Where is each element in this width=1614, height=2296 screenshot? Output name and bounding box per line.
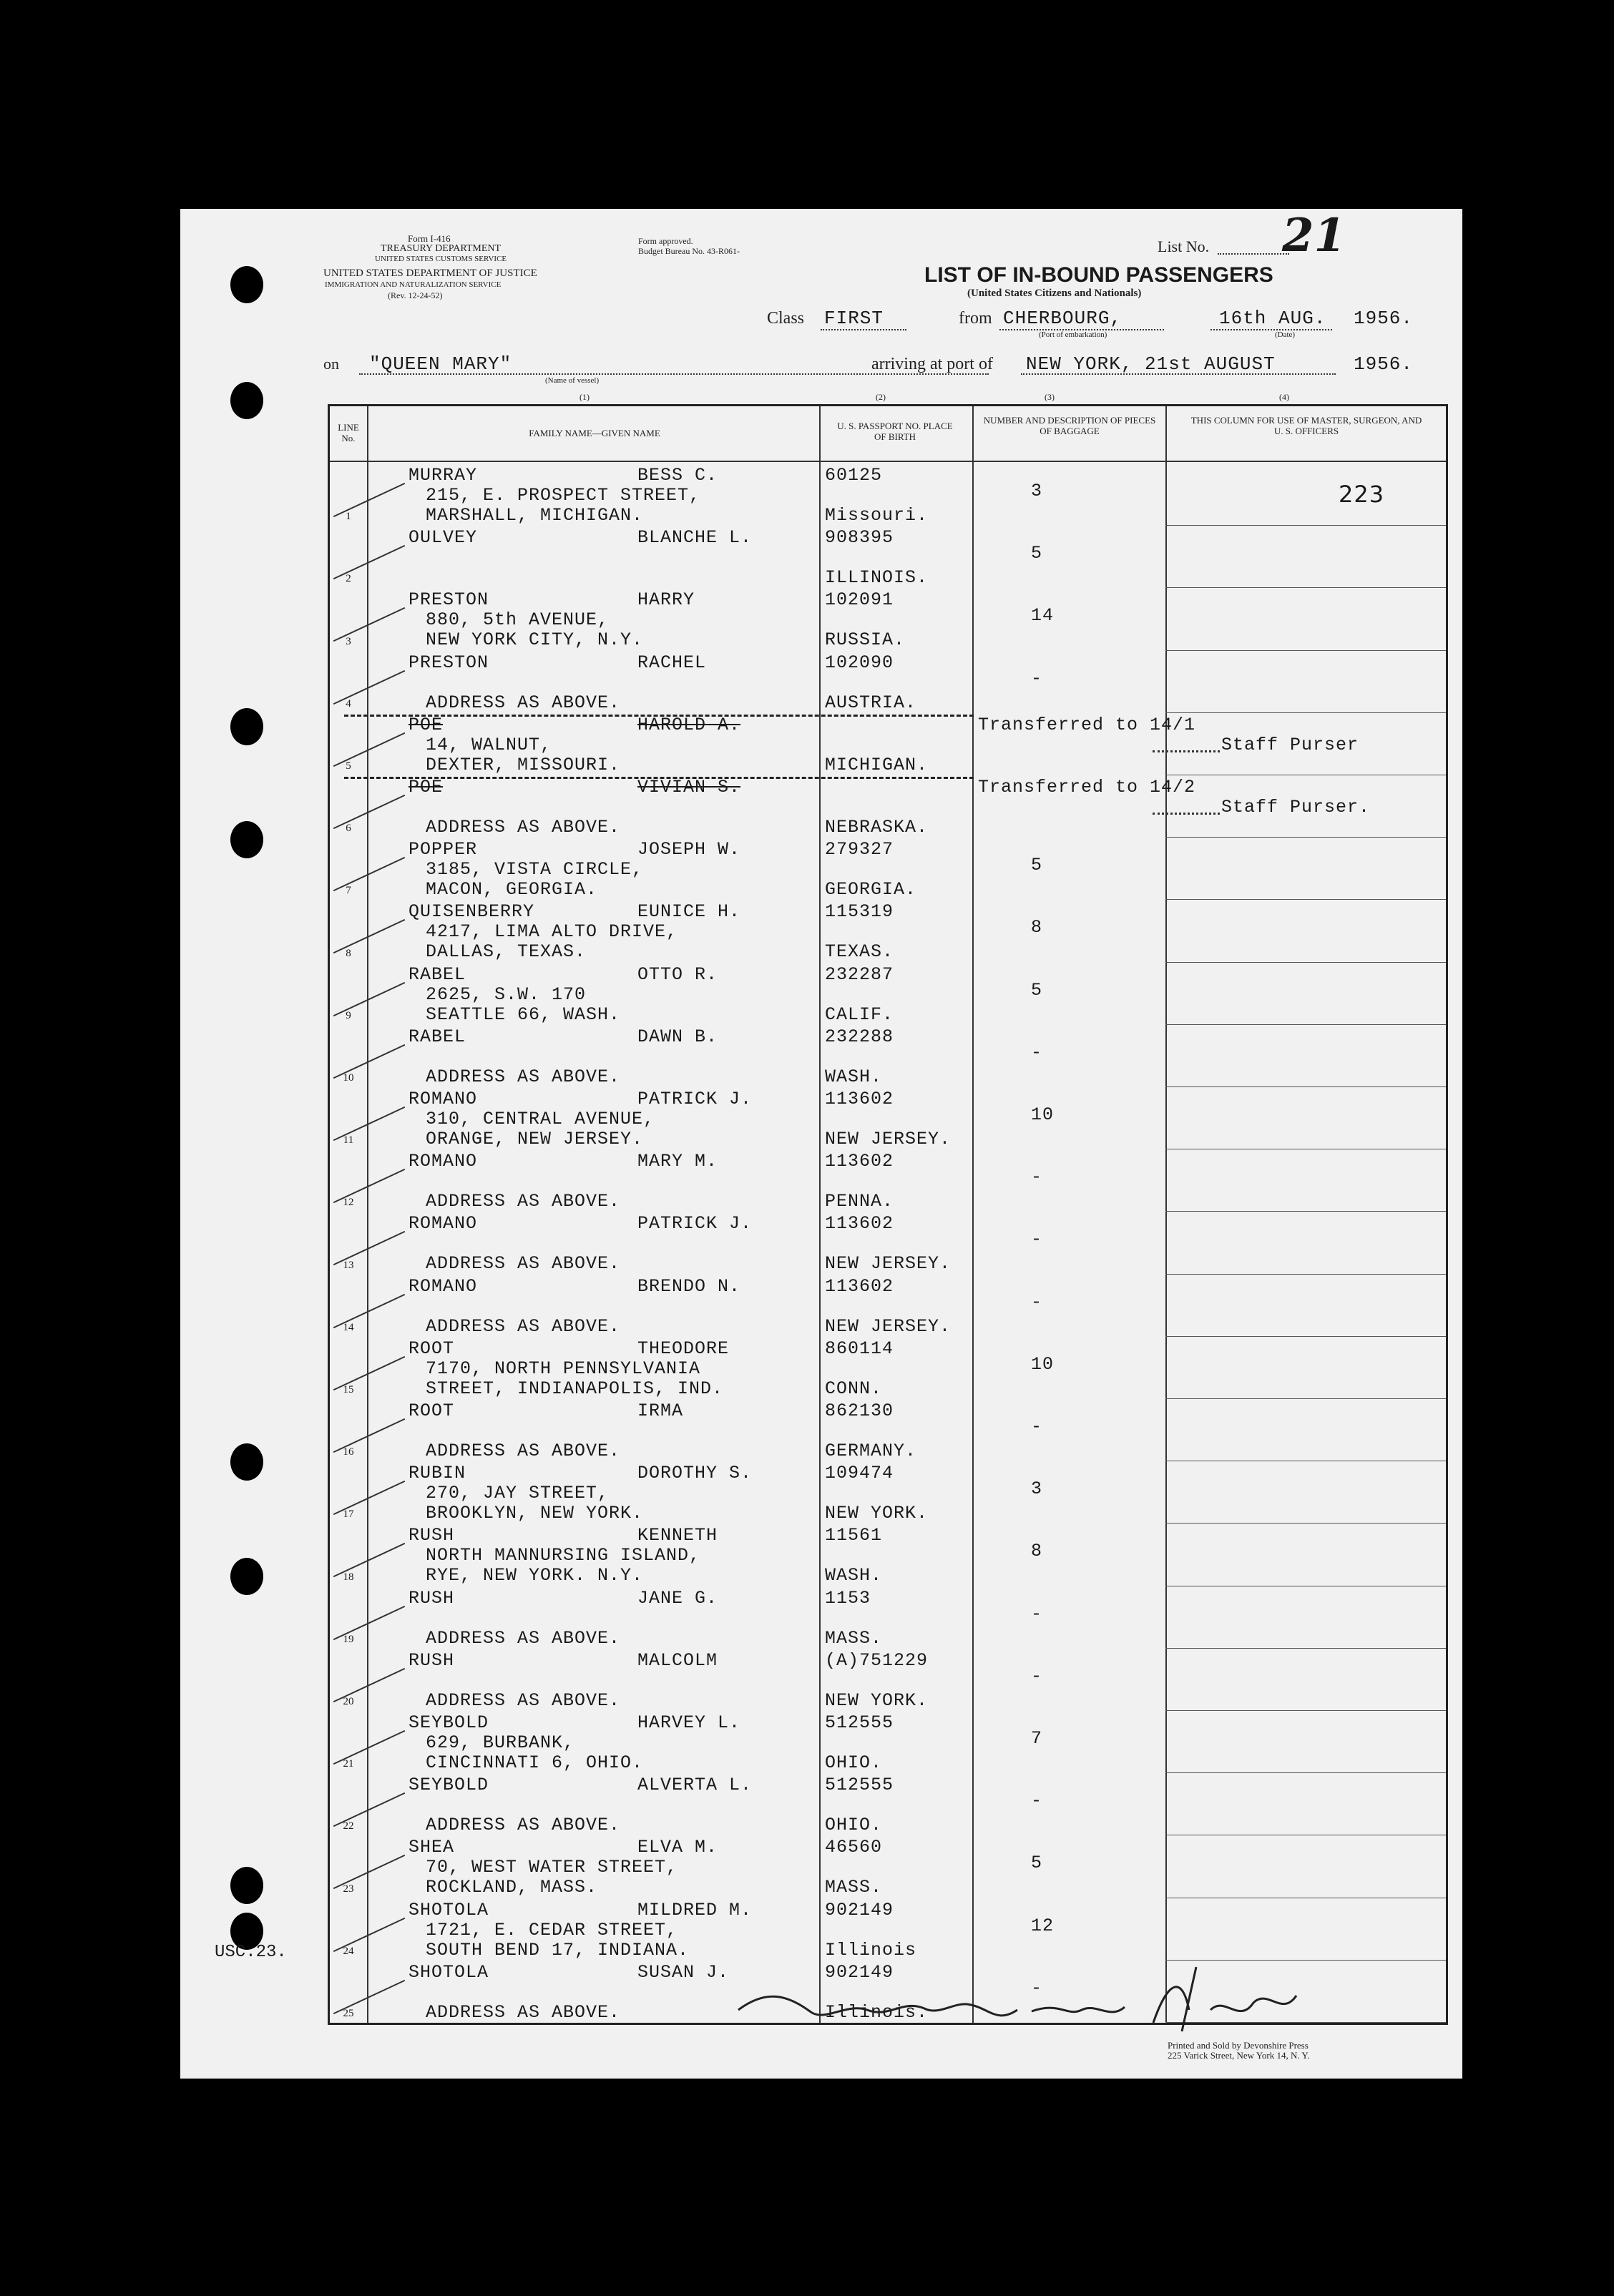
given-name: MILDRED M. <box>637 1899 753 1920</box>
line-number: 1 <box>346 511 351 523</box>
check-mark <box>333 919 406 953</box>
place-of-birth: WASH. <box>825 1565 883 1586</box>
given-name: OTTO R. <box>637 963 718 985</box>
line-number: 15 <box>343 1383 354 1395</box>
address-line-2: DEXTER, MISSOURI. <box>426 754 621 775</box>
family-name: PRESTON <box>409 589 489 611</box>
address-line-2: ADDRESS AS ABOVE. <box>426 1815 621 1836</box>
baggage-count: - <box>1031 1041 1043 1063</box>
address-line-2: ROCKLAND, MASS. <box>426 1877 598 1898</box>
check-mark <box>333 1980 406 2014</box>
given-name: HARVEY L. <box>637 1712 741 1733</box>
table-row <box>330 775 1446 838</box>
table-row <box>330 1649 1446 1711</box>
place-of-birth: MASS. <box>825 1627 883 1649</box>
place-of-birth: GERMANY. <box>825 1441 917 1461</box>
address-line-2: RYE, NEW YORK. N.Y. <box>426 1565 644 1586</box>
line-number: 14 <box>343 1321 354 1333</box>
officer-note: 223 <box>1339 481 1385 508</box>
officer-note: Staff Purser. <box>1221 797 1371 818</box>
passport-number: 46560 <box>825 1837 883 1858</box>
passport-number: 860114 <box>825 1338 894 1359</box>
given-name: SUSAN J. <box>637 1961 730 1983</box>
family-name: POPPER <box>409 839 478 860</box>
passport-number: 60125 <box>825 465 883 486</box>
passport-number: 279327 <box>825 839 894 860</box>
line-number: 6 <box>346 823 351 835</box>
baggage-count: - <box>1031 1416 1043 1437</box>
place-of-birth: NEW JERSEY. <box>825 1315 952 1337</box>
place-of-birth: ILLINOIS. <box>825 567 929 589</box>
address-line-2: ADDRESS AS ABOVE. <box>426 1315 621 1337</box>
vessel-caption: (Name of vessel) <box>545 376 600 385</box>
address-line-2: NEW YORK CITY, N.Y. <box>426 629 644 651</box>
check-mark <box>333 1293 406 1328</box>
date-caption: (Date) <box>1275 330 1296 339</box>
family-name: SHOTOLA <box>409 1961 489 1983</box>
table-row <box>330 1711 1446 1773</box>
table-row <box>330 1025 1446 1087</box>
address-line-2: SOUTH BEND 17, INDIANA. <box>426 1939 690 1961</box>
given-name: JANE G. <box>637 1587 718 1609</box>
line-number: 18 <box>343 1571 354 1583</box>
arrival-year: 1956. <box>1354 353 1414 375</box>
dotted-signature-line <box>1153 750 1220 752</box>
address-line-2: ADDRESS AS ABOVE. <box>426 692 621 713</box>
passport-number: 115319 <box>825 901 894 923</box>
line-number: 20 <box>343 1695 354 1707</box>
document-page <box>180 209 1462 2079</box>
address-line-1: 880, 5th AVENUE, <box>426 609 610 631</box>
given-name: EUNICE H. <box>637 901 741 923</box>
departure-year: 1956. <box>1354 308 1414 329</box>
baggage-count: 10 <box>1031 1104 1055 1125</box>
line-number: 3 <box>346 635 351 647</box>
header-baggage: NUMBER AND DESCRIPTION OF PIECES OF BAGGAGE <box>983 415 1156 436</box>
check-mark <box>333 545 406 579</box>
given-name: BRENDO N. <box>637 1275 741 1297</box>
arrival-port-date: NEW YORK, 21st AUGUST <box>1026 353 1276 375</box>
family-name: ROMANO <box>409 1213 478 1235</box>
address-line-2: ORANGE, NEW JERSEY. <box>426 1129 644 1149</box>
family-name: ROOT <box>409 1400 455 1421</box>
address-line-2: ADDRESS AS ABOVE. <box>426 817 621 838</box>
class-value: FIRST <box>824 308 884 329</box>
given-name: KENNETH <box>637 1525 718 1546</box>
given-name: THEODORE <box>637 1338 730 1359</box>
address-line-2: ADDRESS AS ABOVE. <box>426 1627 621 1649</box>
line-number: 13 <box>343 1259 354 1271</box>
line-number: 11 <box>343 1134 354 1147</box>
passport-number: 512555 <box>825 1712 894 1733</box>
family-name: QUISENBERRY <box>409 901 535 923</box>
address-line-2: SEATTLE 66, WASH. <box>426 1004 621 1025</box>
baggage-count: - <box>1031 1665 1043 1687</box>
baggage-count: 3 <box>1031 1478 1043 1500</box>
binder-hole <box>230 382 263 419</box>
address-line-2: BROOKLYN, NEW YORK. <box>426 1503 644 1524</box>
address-line-1: 70, WEST WATER STREET, <box>426 1857 678 1878</box>
passport-number: 113602 <box>825 1089 894 1109</box>
given-name: JOSEPH W. <box>637 839 741 860</box>
check-mark <box>333 857 406 891</box>
family-name: ROMANO <box>409 1151 478 1172</box>
given-name: DOROTHY S. <box>637 1463 753 1484</box>
given-name: PATRICK J. <box>637 1213 753 1235</box>
table-row <box>330 1461 1446 1524</box>
place-of-birth: CALIF. <box>825 1004 894 1025</box>
table-row <box>330 838 1446 900</box>
address-line-2: MARSHALL, MICHIGAN. <box>426 505 644 526</box>
budget-bureau: Budget Bureau No. 43-R061- <box>638 246 740 256</box>
document-subtitle: (United States Citizens and Nationals) <box>967 288 1142 299</box>
passport-number: 232288 <box>825 1026 894 1047</box>
place-of-birth: WASH. <box>825 1066 883 1087</box>
table-row <box>330 1773 1446 1835</box>
departure-date: 16th AUG. <box>1219 308 1326 329</box>
passenger-table <box>328 404 1448 2025</box>
binder-hole <box>230 1867 263 1904</box>
justice-dept: UNITED STATES DEPARTMENT OF JUSTICE <box>323 268 537 279</box>
family-name: POE <box>409 777 444 798</box>
check-mark <box>333 1730 406 1765</box>
check-mark <box>333 795 406 829</box>
table-row <box>330 1337 1446 1399</box>
form-number: Form I-416 <box>408 233 451 244</box>
table-row <box>330 1586 1446 1649</box>
table-row <box>330 463 1446 526</box>
passport-number: 102090 <box>825 652 894 673</box>
transfer-note: Transferred to 14/2 <box>978 777 1196 798</box>
baggage-count: 8 <box>1031 917 1043 938</box>
line-number: 17 <box>343 1508 354 1521</box>
baggage-count: 8 <box>1031 1541 1043 1562</box>
class-label: Class <box>767 309 805 328</box>
address-line-2: DALLAS, TEXAS. <box>426 941 587 963</box>
address-line-1: NORTH MANNURSING ISLAND, <box>426 1545 701 1566</box>
baggage-count: 10 <box>1031 1353 1055 1375</box>
check-mark <box>333 1668 406 1702</box>
check-mark <box>333 607 406 642</box>
baggage-count: 5 <box>1031 855 1043 876</box>
line-number: 8 <box>346 947 351 959</box>
line-number: 12 <box>343 1197 354 1209</box>
passport-number: 232287 <box>825 963 894 985</box>
table-row <box>330 1275 1446 1337</box>
table-row <box>330 1399 1446 1461</box>
family-name: RUSH <box>409 1525 455 1546</box>
place-of-birth: MASS. <box>825 1877 883 1898</box>
line-number: 23 <box>343 1883 354 1895</box>
check-mark <box>333 1107 406 1141</box>
binder-hole <box>230 708 263 745</box>
check-mark <box>333 669 406 704</box>
table-row <box>330 526 1446 588</box>
given-name: DAWN B. <box>637 1026 718 1047</box>
place-of-birth: NEW JERSEY. <box>825 1253 952 1275</box>
place-of-birth: NEW JERSEY. <box>825 1129 952 1149</box>
embarkation-port: CHERBOURG, <box>1003 308 1123 329</box>
baggage-count: 14 <box>1031 605 1055 627</box>
passport-number: 908395 <box>825 527 894 549</box>
binder-hole <box>230 266 263 303</box>
place-of-birth: Missouri. <box>825 505 929 526</box>
family-name: RUSH <box>409 1587 455 1609</box>
baggage-count: 5 <box>1031 979 1043 1001</box>
given-name: ALVERTA L. <box>637 1775 753 1796</box>
binder-hole <box>230 1443 263 1481</box>
address-line-2: CINCINNATI 6, OHIO. <box>426 1752 644 1773</box>
family-name: SHEA <box>409 1837 455 1858</box>
place-of-birth: PENNA. <box>825 1191 894 1212</box>
baggage-count: 5 <box>1031 543 1043 564</box>
place-of-birth: OHIO. <box>825 1815 883 1836</box>
table-row <box>330 1149 1446 1212</box>
check-mark <box>333 1792 406 1827</box>
passport-number: 902149 <box>825 1899 894 1920</box>
passport-number: 902149 <box>825 1961 894 1983</box>
place-of-birth: Illinois. <box>825 2001 929 2023</box>
passport-number: 109474 <box>825 1463 894 1484</box>
given-name: BESS C. <box>637 465 718 486</box>
line-number: 5 <box>346 760 351 772</box>
col-num-2: (2) <box>876 392 886 402</box>
list-no-label: List No. <box>1158 237 1210 255</box>
address-line-2: STREET, INDIANAPOLIS, IND. <box>426 1378 724 1399</box>
place-of-birth: TEXAS. <box>825 941 894 963</box>
table-row <box>330 1212 1446 1274</box>
family-name: SEYBOLD <box>409 1712 489 1733</box>
from-label: from <box>959 309 992 328</box>
given-name: VIVIAN S. <box>637 777 741 798</box>
baggage-count: 7 <box>1031 1728 1043 1749</box>
baggage-count: - <box>1031 667 1043 689</box>
vessel-name: "QUEEN MARY" <box>369 353 512 375</box>
list-number-handwritten: 21 <box>1282 209 1346 263</box>
check-mark <box>333 732 406 767</box>
place-of-birth: NEBRASKA. <box>825 817 929 838</box>
table-row <box>330 1524 1446 1586</box>
baggage-count: 12 <box>1031 1915 1055 1936</box>
check-mark <box>333 1356 406 1390</box>
address-line-1: 14, WALNUT, <box>426 734 552 755</box>
family-name: RABEL <box>409 963 466 985</box>
binder-hole <box>230 1558 263 1595</box>
given-name: ELVA M. <box>637 1837 718 1858</box>
place-of-birth: NEW YORK. <box>825 1503 929 1524</box>
check-mark <box>333 1418 406 1453</box>
place-of-birth: MICHIGAN. <box>825 754 929 775</box>
place-of-birth: GEORGIA. <box>825 879 917 901</box>
family-name: RABEL <box>409 1026 466 1047</box>
address-line-1: 4217, LIMA ALTO DRIVE, <box>426 921 678 943</box>
given-name: MARY M. <box>637 1151 718 1172</box>
family-name: ROOT <box>409 1338 455 1359</box>
line-number: 24 <box>343 1945 354 1957</box>
check-mark <box>333 1169 406 1203</box>
check-mark <box>333 1481 406 1515</box>
line-number: 9 <box>346 1009 351 1021</box>
passport-number: 512555 <box>825 1775 894 1796</box>
passport-number: 113602 <box>825 1213 894 1235</box>
family-name: SHOTOLA <box>409 1899 489 1920</box>
passport-number: 11561 <box>825 1525 883 1546</box>
line-number: 7 <box>346 885 351 897</box>
table-row <box>330 1898 1446 1961</box>
family-name: OULVEY <box>409 527 478 549</box>
col-num-4: (4) <box>1279 392 1289 402</box>
header-officers: THIS COLUMN FOR USE OF MASTER, SURGEON, AND U. S. OFFICERS <box>1190 415 1422 436</box>
line-number: 16 <box>343 1446 354 1458</box>
passport-number: 862130 <box>825 1400 894 1421</box>
table-row <box>330 963 1446 1025</box>
family-name: PRESTON <box>409 652 489 673</box>
family-name: RUBIN <box>409 1463 466 1484</box>
strike-line <box>344 715 974 717</box>
line-number: 10 <box>343 1071 354 1084</box>
family-name: ROMANO <box>409 1275 478 1297</box>
check-mark <box>333 1231 406 1265</box>
given-name: IRMA <box>637 1400 684 1421</box>
address-line-1: 2625, S.W. 170 <box>426 983 587 1005</box>
address-line-1: 3185, VISTA CIRCLE, <box>426 859 644 880</box>
passport-number: (A)751229 <box>825 1649 929 1671</box>
address-line-2: ADDRESS AS ABOVE. <box>426 1441 621 1461</box>
family-name: RUSH <box>409 1649 455 1671</box>
header-line-no: LINE No. <box>338 422 359 443</box>
address-line-2: ADDRESS AS ABOVE. <box>426 1191 621 1212</box>
baggage-count: 3 <box>1031 481 1043 501</box>
table-row <box>330 1835 1446 1898</box>
place-of-birth: Illinois <box>825 1939 917 1961</box>
baggage-count: - <box>1031 1977 1043 1998</box>
table-row <box>330 588 1446 650</box>
baggage-count: - <box>1031 1603 1043 1624</box>
check-mark <box>333 981 406 1016</box>
family-name: POE <box>409 714 444 735</box>
place-of-birth: NEW YORK. <box>825 1689 929 1711</box>
address-line-2: ADDRESS AS ABOVE. <box>426 1253 621 1275</box>
place-of-birth: RUSSIA. <box>825 629 906 651</box>
family-name: ROMANO <box>409 1089 478 1109</box>
baggage-count: - <box>1031 1229 1043 1250</box>
address-line-1: 7170, NORTH PENNSYLVANIA <box>426 1358 701 1379</box>
header-passport: U. S. PASSPORT NO. PLACE OF BIRTH <box>837 421 953 442</box>
document-title: LIST OF IN-BOUND PASSENGERS <box>924 263 1273 287</box>
customs-service: UNITED STATES CUSTOMS SERVICE <box>375 255 507 263</box>
treasury-dept: TREASURY DEPARTMENT <box>381 243 502 254</box>
address-line-1: 270, JAY STREET, <box>426 1483 610 1504</box>
check-mark <box>333 483 406 517</box>
binder-hole <box>230 821 263 858</box>
address-line-2: ADDRESS AS ABOVE. <box>426 1689 621 1711</box>
dotted-signature-line <box>1153 813 1220 815</box>
line-number: 21 <box>343 1758 354 1770</box>
baggage-count: - <box>1031 1291 1043 1313</box>
address-line-2: ADDRESS AS ABOVE. <box>426 2001 621 2023</box>
officer-note: Staff Purser <box>1221 734 1359 755</box>
given-name: MALCOLM <box>637 1649 718 1671</box>
baggage-count: - <box>1031 1167 1043 1188</box>
given-name: PATRICK J. <box>637 1089 753 1109</box>
on-label: on <box>323 355 339 373</box>
strike-line <box>344 777 974 779</box>
given-name: HARRY <box>637 589 695 611</box>
usc-notation: USC.23. <box>215 1943 287 1962</box>
line-number: 22 <box>343 1820 354 1833</box>
form-approved: Form approved. <box>638 236 693 246</box>
family-name: SEYBOLD <box>409 1775 489 1796</box>
printer-line-2: 225 Varick Street, New York 14, N. Y. <box>1168 2050 1310 2061</box>
place-of-birth: CONN. <box>825 1378 883 1399</box>
family-name: MURRAY <box>409 465 478 486</box>
ins-label: IMMIGRATION AND NATURALIZATION SERVICE <box>325 280 502 289</box>
address-line-2: ADDRESS AS ABOVE. <box>426 1066 621 1087</box>
arriving-label: arriving at port of <box>871 355 993 373</box>
address-line-1: 310, CENTRAL AVENUE, <box>426 1109 655 1129</box>
place-of-birth: OHIO. <box>825 1752 883 1773</box>
header-name: FAMILY NAME—GIVEN NAME <box>529 428 660 438</box>
passport-number: 102091 <box>825 589 894 611</box>
given-name: BLANCHE L. <box>637 527 753 549</box>
check-mark <box>333 1543 406 1577</box>
check-mark <box>333 1044 406 1079</box>
line-number: 2 <box>346 573 351 585</box>
address-line-1: 215, E. PROSPECT STREET, <box>426 485 701 506</box>
baggage-count: - <box>1031 1790 1043 1812</box>
table-row <box>330 900 1446 962</box>
line-number: 4 <box>346 697 351 710</box>
address-line-2: MACON, GEORGIA. <box>426 879 598 901</box>
line-number: 25 <box>343 2007 354 2019</box>
check-mark <box>333 1855 406 1889</box>
port-embarkation-caption: (Port of embarkation) <box>1039 330 1107 339</box>
baggage-count: 5 <box>1031 1853 1043 1874</box>
place-of-birth: AUSTRIA. <box>825 692 917 713</box>
check-mark <box>333 1605 406 1639</box>
revision: (Rev. 12-24-52) <box>388 290 443 300</box>
printer-line-1: Printed and Sold by Devonshire Press <box>1168 2040 1309 2051</box>
address-line-1: 629, BURBANK, <box>426 1732 575 1753</box>
passport-number: 113602 <box>825 1275 894 1297</box>
address-line-1: 1721, E. CEDAR STREET, <box>426 1919 678 1941</box>
check-mark <box>333 1917 406 1951</box>
col-num-1: (1) <box>579 392 590 402</box>
transfer-note: Transferred to 14/1 <box>978 714 1196 735</box>
passport-number: 1153 <box>825 1587 871 1609</box>
passport-number: 113602 <box>825 1151 894 1172</box>
table-row <box>330 713 1446 775</box>
table-row <box>330 651 1446 713</box>
line-number: 19 <box>343 1633 354 1645</box>
given-name: RACHEL <box>637 652 707 673</box>
table-row <box>330 1087 1446 1149</box>
given-name: HAROLD A. <box>637 714 741 735</box>
signature <box>724 1960 1311 2046</box>
col-num-3: (3) <box>1045 392 1055 402</box>
